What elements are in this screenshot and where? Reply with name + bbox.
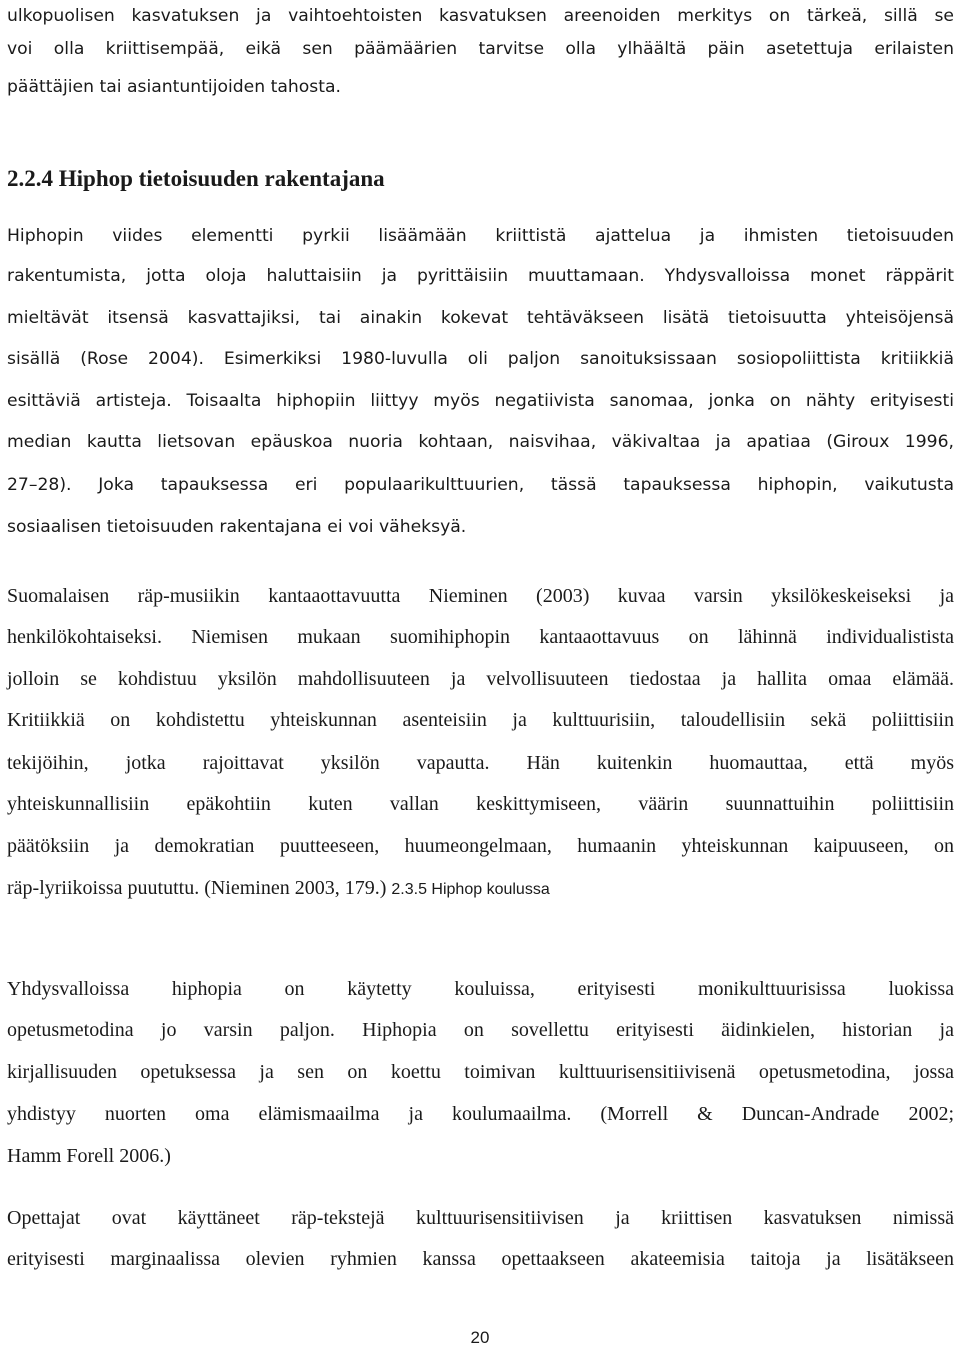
page-number: 20 (470, 1328, 490, 1347)
p2-line-6: yhteiskunnallisiin epäkohtiin kuten vallan keskittymiseen, väärin suunnattuihin poliittisiin (7, 793, 954, 815)
p1-line-5: esittäviä artisteja. Toisaalta hiphopiin liittyy myös negatiivista sanomaa, jonka on nähty erityisesti (7, 391, 954, 411)
inline-subheading: 2.3.5 Hiphop koulussa (391, 881, 550, 898)
p1-line-1: Hiphopin viides elementti pyrkii lisäämään kriittistä ajattelua ja ihmisten tietoisuuden (7, 226, 954, 246)
p2-line-4: Kritiikkiä on kohdistettu yhteiskunnan asenteisiin ja kulttuurisiin, taloudellisiin sekä poliittisiin (7, 709, 954, 731)
p2-line-3: jolloin se kohdistuu yksilön mahdollisuuteen ja velvollisuuteen tiedostaa ja hallita omaa elämää. (7, 668, 954, 690)
intro-line-3: päättäjien tai asiantuntijoiden tahosta. (7, 77, 341, 97)
p2-last-text: räp-lyriikoissa puututtu. (Nieminen 2003, 179.) (7, 877, 387, 899)
p3-line-2: opetusmetodina jo varsin paljon. Hiphopia on sovellettu erityisesti äidinkielen, historian ja (7, 1019, 954, 1041)
intro-line-2: voi olla kriittisempää, eikä sen päämäärien tarvitse olla ylhäältä päin asetettuja erilaisten (7, 39, 954, 59)
p4-line-2: erityisesti marginaalissa olevien ryhmien kanssa opettaakseen akateemisia taitoja ja lisätäkseen (7, 1248, 954, 1270)
p1-line-6: median kautta lietsovan epäuskoa nuoria kohtaan, naisvihaa, väkivaltaa ja apatiaa (Giroux 1996, (7, 432, 954, 452)
p3-line-1: Yhdysvalloissa hiphopia on käytetty kouluissa, erityisesti monikulttuurisissa luokissa (7, 978, 954, 1000)
p1-line-3: mieltävät itsensä kasvattajiksi, tai ainakin kokevat tehtäväkseen lisätä tietoisuutta yhteisöjensä (7, 308, 954, 328)
section-heading: 2.2.4 Hiphop tietoisuuden rakentajana (7, 166, 385, 191)
p3-line-4: yhdistyy nuorten oma elämismaailma ja koulumaailma. (Morrell & Duncan-Andrade 2002; (7, 1103, 954, 1125)
intro-line-1: ulkopuolisen kasvatuksen ja vaihtoehtoisten kasvatuksen areenoiden merkitys on tärkeä, sillä se (7, 6, 954, 26)
p2-line-2: henkilökohtaiseksi. Niemisen mukaan suomihiphopin kantaaottavuus on lähinnä individualistista (7, 626, 954, 648)
p1-line-8: sosiaalisen tietoisuuden rakentajana ei voi väheksyä. (7, 517, 467, 537)
p2-line-8 (7, 876, 954, 902)
p1-line-7: 27–28). Joka tapauksessa eri populaarikulttuurien, tässä tapauksessa hiphopin, vaikutusta (7, 475, 954, 495)
p2-line-7: päätöksiin ja demokratian puutteeseen, huumeongelmaan, humaanin yhteiskunnan kaipuuseen, on (7, 835, 954, 857)
p2-line-1: Suomalaisen räp-musiikin kantaaottavuutta Nieminen (2003) kuvaa varsin yksilökeskeiseksi ja (7, 585, 954, 607)
p2-line-5: tekijöihin, jotka rajoittavat yksilön vapautta. Hän kuitenkin huomauttaa, että myös (7, 752, 954, 774)
p1-line-2: rakentumista, jotta oloja haluttaisiin ja pyrittäisiin muuttamaan. Yhdysvalloissa monet räppärit (7, 266, 954, 286)
p4-line-1: Opettajat ovat käyttäneet räp-tekstejä kulttuurisensitiivisen ja kriittisen kasvatuksen nimissä (7, 1207, 954, 1229)
p3-line-5: Hamm Forell 2006.) (7, 1145, 171, 1167)
p1-line-4: sisällä (Rose 2004). Esimerkiksi 1980-luvulla oli paljon sanoituksissaan sosiopoliittista kritiikkiä (7, 349, 954, 369)
p3-line-3: kirjallisuuden opetuksessa ja sen on koettu toimivan kulttuurisensitiivisenä opetusmetodina, jossa (7, 1061, 954, 1083)
